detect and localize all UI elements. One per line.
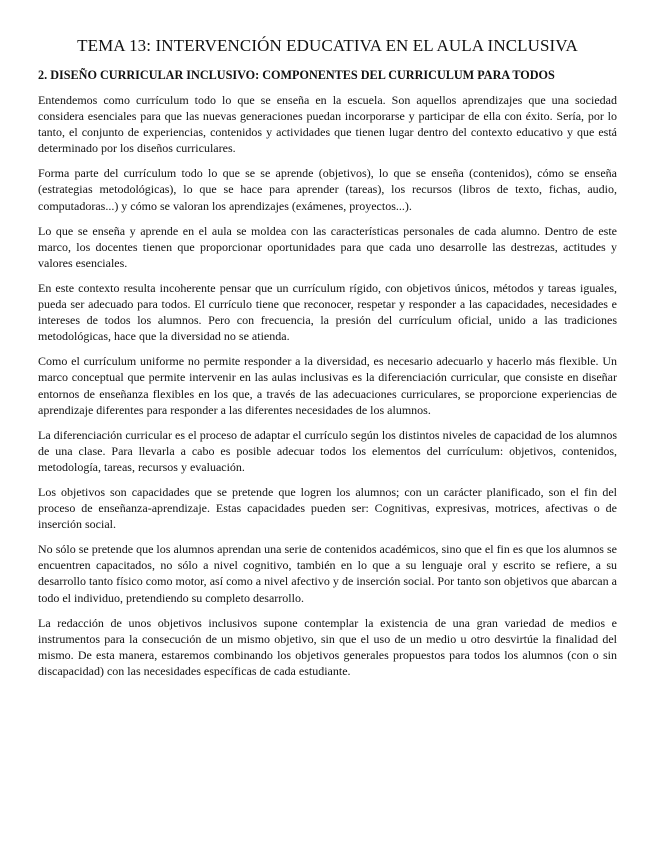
paragraph: No sólo se pretende que los alumnos aprendan una serie de contenidos académicos, sino que el fin es que los alumnos se encuentren capacitados, no sólo a nivel cognitivo, también en lo que a su lenguaje oral y escrito se refiere, a su desarrollo tanto físico como motor, así como a nivel afectivo y de inserción social. Por tanto son objetivos que abarcan a todo el individuo, pretendiendo su completo desarrollo. (38, 542, 617, 605)
paragraph: Entendemos como currículum todo lo que se enseña en la escuela. Son aquellos aprendizajes que una sociedad considera esenciales para que las nuevas generaciones puedan incorporarse y participar de ella con éxito. Sería, por lo tanto, el conjunto de experiencias, contenidos y actividades que tienen lugar dentro del contexto educativo y que está determinado por los diseños curriculares. (38, 93, 617, 156)
document-page (38, 36, 617, 688)
paragraph: Los objetivos son capacidades que se pretende que logren los alumnos; con un carácter planificado, son el fin del proceso de enseñanza-aprendizaje. Estas capacidades pueden ser: Cognitivas, expresivas, motrices, afectivas o de inserción social. (38, 484, 617, 532)
section-heading: 2. DISEÑO CURRICULAR INCLUSIVO: COMPONENTES DEL CURRICULUM PARA TODOS (38, 68, 555, 82)
paragraph: Lo que se enseña y aprende en el aula se moldea con las características personales de cada alumno. Dentro de este marco, los docentes tienen que proporcionar oportunidades para que cada uno desarrolle las destrezas, actitudes y valores esenciales. (38, 223, 617, 270)
paragraph: Forma parte del currículum todo lo que se se aprende (objetivos), lo que se enseña (contenidos), cómo se enseña (estrategias metodológicas), lo que se hace para aprender (tareas), los recursos (libros de texto, fichas, audio, computadoras...) y cómo se valoran los aprendizajes (exámenes, proyectos...). (38, 166, 617, 213)
paragraph: Como el currículum uniforme no permite responder a la diversidad, es necesario adecuarlo y hacerlo más flexible. Un marco conceptual que permite intervenir en las aulas inclusivas es la diferenciación curricular, que consiste en diseñar entornos de enseñanza flexibles en los que, a través de las adecuaciones curriculares, se proporcione experiencias de aprendizaje diferentes para responder a las diferentes necesidades de los alumnos. (38, 354, 617, 417)
paragraph: La redacción de unos objetivos inclusivos supone contemplar la existencia de una gran variedad de medios e instrumentos para la consecución de un mismo objetivo, sin que el uso de un medio u otro desvirtúe la finalidad del mismo. De esta manera, estaremos combinando los objetivos generales propuestos para todos los alumnos (con o sin discapacidad) con las necesidades específicas de cada estudiante. (38, 615, 617, 678)
paragraph: En este contexto resulta incoherente pensar que un currículum rígido, con objetivos únicos, métodos y tareas iguales, pueda ser adecuado para todos. El currículo tiene que reconocer, respetar y responder a las capacidades, necesidades e intereses de todos los alumnos. Pero con frecuencia, la presión del currículum oficial, unido a las tradiciones metodológicas, hace que la diversidad no se atienda. (38, 280, 617, 344)
document-title: TEMA 13: INTERVENCIÓN EDUCATIVA EN EL AULA INCLUSIVA (77, 36, 578, 55)
paragraph: La diferenciación curricular es el proceso de adaptar el currículo según los distintos niveles de capacidad de los alumnos de una clase. Para llevarla a cabo es posible adecuar todos los elementos del currículum: objetivos, contenidos, metodología, tareas, recursos y evaluación. (38, 427, 617, 474)
